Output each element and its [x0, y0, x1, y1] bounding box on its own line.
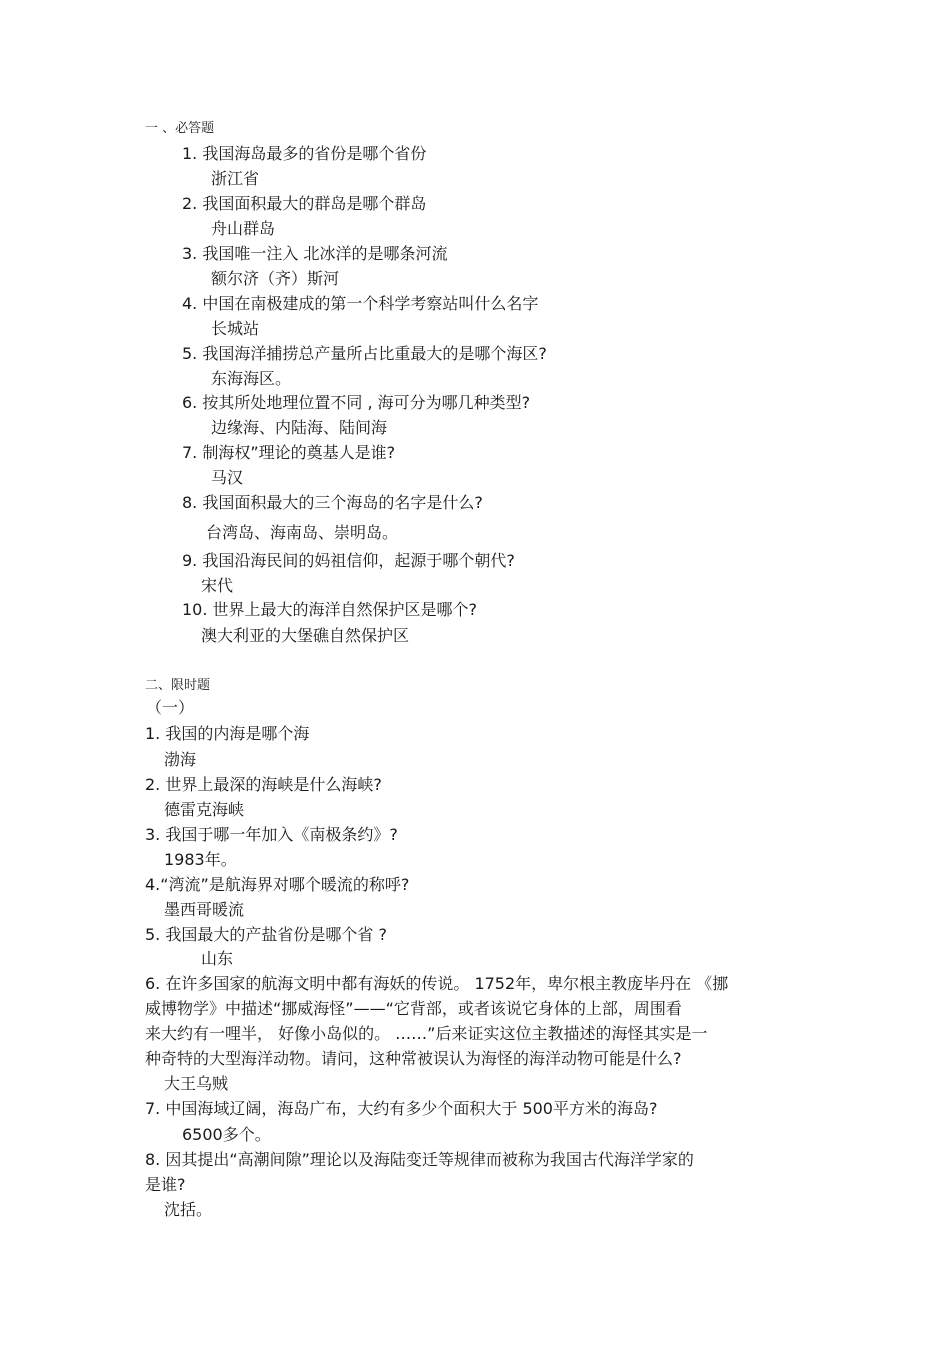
answer-text: 边缘海、内陆海、陆间海: [211, 418, 388, 437]
answer-text: 马汉: [211, 468, 244, 487]
question-text: 1. 我国海岛最多的省份是哪个省份: [182, 144, 427, 163]
answer-text: 德雷克海峡: [164, 800, 245, 819]
answer-text: 长城站: [211, 319, 260, 338]
answer-text: 宋代: [201, 576, 234, 595]
question-text: 8. 我国面积最大的三个海岛的名字是什么?: [182, 493, 483, 512]
question-text: 2. 我国面积最大的群岛是哪个群岛: [182, 194, 427, 213]
question-text: 5. 我国最大的产盐省份是哪个省 ?: [145, 925, 387, 944]
question-text: 8. 因其提出“高潮间隙”理论以及海陆变迁等规律而被称为我国古代海洋学家的: [145, 1150, 694, 1169]
question-text-continued: 种奇特的大型海洋动物。请问，这种常被误认为海怪的海洋动物可能是什么?: [145, 1049, 682, 1068]
answer-text: 1983年。: [164, 850, 237, 869]
question-text: 7. 中国海域辽阔，海岛广布，大约有多少个面积大于 500平方米的海岛?: [145, 1099, 658, 1118]
subsection-heading: （一）: [146, 698, 195, 717]
answer-text: 大王乌贼: [164, 1074, 229, 1093]
question-text: 4. 中国在南极建成的第一个科学考察站叫什么名字: [182, 294, 539, 313]
question-text: 3. 我国于哪一年加入《南极条约》?: [145, 825, 398, 844]
question-text: 5. 我国海洋捕捞总产量所占比重最大的是哪个海区?: [182, 344, 547, 363]
question-text: 10. 世界上最大的海洋自然保护区是哪个?: [182, 600, 478, 619]
answer-text: 渤海: [164, 750, 197, 769]
answer-text: 墨西哥暖流: [164, 900, 245, 919]
question-text-continued: 来大约有一哩半， 好像小岛似的。 ……”后来证实这位主教描述的海怪其实是一: [145, 1024, 708, 1043]
answer-text: 6500多个。: [182, 1125, 271, 1144]
question-text: 6. 按其所处地理位置不同 , 海可分为哪几种类型?: [182, 393, 531, 412]
question-text-continued: 是谁?: [145, 1175, 186, 1194]
question-text: 2. 世界上最深的海峡是什么海峡?: [145, 775, 382, 794]
answer-text: 山东: [201, 949, 234, 968]
section-heading-required: 一 、必答题: [145, 121, 215, 136]
question-text: 3. 我国唯一注入 北冰洋的是哪条河流: [182, 244, 448, 263]
question-text: 4.“湾流”是航海界对哪个暖流的称呼?: [145, 875, 410, 894]
answer-text: 浙江省: [211, 169, 260, 188]
question-text: 6. 在许多国家的航海文明中都有海妖的传说。 1752年，卑尔根主教庞毕丹在 《挪: [145, 974, 729, 993]
answer-text: 东海海区。: [211, 369, 292, 388]
question-text: 9. 我国沿海民间的妈祖信仰，起源于哪个朝代?: [182, 551, 515, 570]
answer-text: 沈括。: [164, 1200, 213, 1219]
question-text-continued: 威博物学》中描述“挪威海怪”——“它背部，或者该说它身体的上部，周围看: [145, 999, 682, 1018]
question-text: 1. 我国的内海是哪个海: [145, 724, 310, 743]
section-heading-timed: 二、限时题: [145, 678, 211, 693]
answer-text: 台湾岛、海南岛、崇明岛。: [206, 523, 399, 542]
answer-text: 澳大利亚的大堡礁自然保护区: [201, 626, 410, 645]
answer-text: 额尔济（齐）斯河: [211, 269, 340, 288]
answer-text: 舟山群岛: [211, 219, 276, 238]
question-text: 7. 制海权”理论的奠基人是谁?: [182, 443, 396, 462]
